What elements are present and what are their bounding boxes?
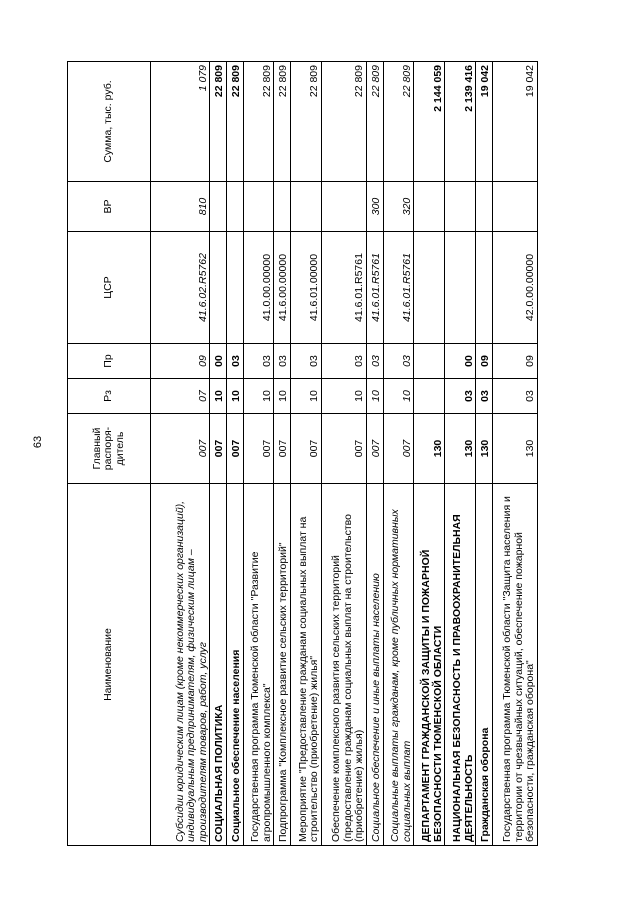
cell-vr: [445, 182, 476, 232]
cell-chief: 130: [414, 414, 445, 484]
table-row: [476, 62, 493, 846]
cell-sum: 22 809: [210, 62, 227, 182]
cell-vr: 300: [367, 182, 384, 232]
cell-sum: 22 809: [367, 62, 384, 182]
cell-name: Социальные выплаты гражданам, кроме публичных нормативных социальных выплат: [383, 484, 414, 846]
table-row: [367, 62, 384, 846]
cell-rz: [414, 379, 445, 414]
header-sum: Сумма, тыс. руб.: [68, 62, 151, 182]
table-row: [226, 62, 243, 846]
cell-rz: 10: [274, 379, 291, 414]
cell-chief: 007: [151, 414, 210, 484]
cell-name: Социальное обеспечение и иные выплаты населению: [367, 484, 384, 846]
cell-csr: [476, 232, 493, 344]
cell-chief: 130: [476, 414, 493, 484]
cell-name: Обеспечение комплексного развития сельских территорий (предоставление гражданам социальных выплат на строительство (приобретение) жилья): [321, 484, 366, 846]
cell-rz: 03: [492, 379, 537, 414]
cell-sum: 22 809: [243, 62, 274, 182]
table-row: [445, 62, 476, 846]
rotated-table-container: [67, 62, 538, 846]
cell-chief: 130: [492, 414, 537, 484]
cell-pr: 03: [243, 344, 274, 379]
cell-chief: 007: [243, 414, 274, 484]
cell-pr: 03: [383, 344, 414, 379]
header-pr: Пр: [68, 344, 151, 379]
cell-chief: 130: [445, 414, 476, 484]
table-row: [291, 62, 322, 846]
cell-vr: [274, 182, 291, 232]
cell-vr: [414, 182, 445, 232]
cell-vr: [210, 182, 227, 232]
cell-csr: 41.6.02.R5762: [151, 232, 210, 344]
cell-chief: 007: [383, 414, 414, 484]
table-row: [414, 62, 445, 846]
cell-vr: 810: [151, 182, 210, 232]
table-row: [492, 62, 537, 846]
cell-csr: 41.0.00.00000: [243, 232, 274, 344]
cell-chief: 007: [210, 414, 227, 484]
cell-chief: 007: [291, 414, 322, 484]
cell-name: ДЕПАРТАМЕНТ ГРАЖДАНСКОЙ ЗАЩИТЫ И ПОЖАРНОЙ БЕЗОПАСНОСТИ ТЮМЕНСКОЙ ОБЛАСТИ: [414, 484, 445, 846]
cell-pr: 09: [492, 344, 537, 379]
cell-csr: 42.0.00.00000: [492, 232, 537, 344]
cell-vr: [226, 182, 243, 232]
cell-sum: 2 144 059: [414, 62, 445, 182]
header-csr: ЦСР: [68, 232, 151, 344]
table-row: [210, 62, 227, 846]
cell-name: НАЦИОНАЛЬНАЯ БЕЗОПАСНОСТЬ И ПРАВООХРАНИТЕЛЬНАЯ ДЕЯТЕЛЬНОСТЬ: [445, 484, 476, 846]
cell-sum: 22 809: [291, 62, 322, 182]
cell-pr: 00: [445, 344, 476, 379]
cell-rz: 10: [291, 379, 322, 414]
header-rz: Рз: [68, 379, 151, 414]
cell-rz: 03: [476, 379, 493, 414]
cell-name: Государственная программа Тюменской области "Развитие агропромышленного комплекса": [243, 484, 274, 846]
page-number: 63: [32, 435, 44, 449]
cell-vr: [321, 182, 366, 232]
cell-rz: 10: [367, 379, 384, 414]
cell-csr: 41.6.01.R5761: [383, 232, 414, 344]
cell-pr: 03: [321, 344, 366, 379]
table-row: [274, 62, 291, 846]
cell-name: Субсидии юридическим лицам (кроме некоммерческих организаций), индивидуальным предпринимателям, физическим лицам – производителям товаров, работ, услуг: [151, 484, 210, 846]
cell-pr: 03: [226, 344, 243, 379]
cell-csr: 41.6.01.00000: [291, 232, 322, 344]
cell-name: Гражданская оборона: [476, 484, 493, 846]
cell-chief: 007: [367, 414, 384, 484]
header-name: Наименование: [68, 484, 151, 846]
table-row: [383, 62, 414, 846]
cell-name: СОЦИАЛЬНАЯ ПОЛИТИКА: [210, 484, 227, 846]
header-chief: Главный распоря-дитель: [68, 414, 151, 484]
cell-csr: 41.6.00.00000: [274, 232, 291, 344]
cell-sum: 2 139 416: [445, 62, 476, 182]
cell-name: Подпрограмма "Комплексное развитие сельских территорий": [274, 484, 291, 846]
cell-name: Социальное обеспечение населения: [226, 484, 243, 846]
cell-csr: 41.6.01.R5761: [321, 232, 366, 344]
cell-csr: 41.6.01.R5761: [367, 232, 384, 344]
cell-sum: 1 079: [151, 62, 210, 182]
table-row: [151, 62, 210, 846]
cell-pr: 03: [367, 344, 384, 379]
cell-csr: [445, 232, 476, 344]
header-vr: ВР: [68, 182, 151, 232]
cell-chief: 007: [321, 414, 366, 484]
cell-sum: 22 809: [321, 62, 366, 182]
cell-vr: 320: [383, 182, 414, 232]
cell-rz: 10: [321, 379, 366, 414]
header-row: [68, 62, 151, 846]
cell-rz: 10: [210, 379, 227, 414]
cell-rz: 10: [243, 379, 274, 414]
cell-chief: 007: [274, 414, 291, 484]
cell-name: Мероприятие "Предоставление гражданам социальных выплат на строительство (приобретение) жилья": [291, 484, 322, 846]
cell-pr: 09: [476, 344, 493, 379]
cell-sum: 19 042: [476, 62, 493, 182]
budget-table: [67, 61, 538, 846]
cell-rz: 03: [445, 379, 476, 414]
cell-name: Государственная программа Тюменской области "Защита населения и территории от чрезвычайных ситуаций, обеспечение пожарной безопасности, гражданская оборона": [492, 484, 537, 846]
table-row: [321, 62, 366, 846]
cell-sum: 22 809: [274, 62, 291, 182]
cell-sum: 22 809: [383, 62, 414, 182]
cell-rz: 10: [383, 379, 414, 414]
cell-pr: 09: [151, 344, 210, 379]
cell-sum: 19 042: [492, 62, 537, 182]
cell-rz: 10: [226, 379, 243, 414]
cell-pr: [414, 344, 445, 379]
cell-csr: [414, 232, 445, 344]
cell-pr: 00: [210, 344, 227, 379]
cell-vr: [476, 182, 493, 232]
cell-vr: [243, 182, 274, 232]
cell-chief: 007: [226, 414, 243, 484]
cell-rz: 07: [151, 379, 210, 414]
cell-pr: 03: [274, 344, 291, 379]
cell-csr: [210, 232, 227, 344]
cell-pr: 03: [291, 344, 322, 379]
cell-vr: [492, 182, 537, 232]
cell-vr: [291, 182, 322, 232]
cell-sum: 22 809: [226, 62, 243, 182]
table-row: [243, 62, 274, 846]
cell-csr: [226, 232, 243, 344]
